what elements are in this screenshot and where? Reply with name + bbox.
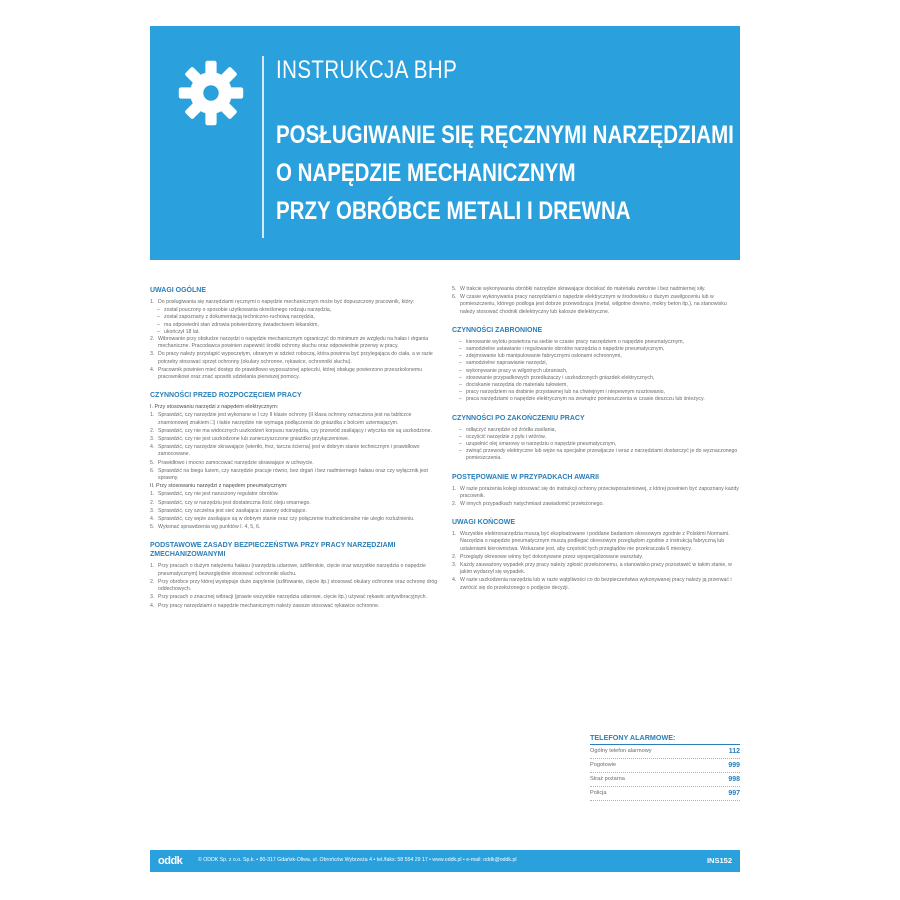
list-item: 3. Sprawdzić, czy szczelna jest sieć zasilająca i zawory odcinające.	[150, 507, 307, 514]
list-item: 3. Sprawdzić, czy nie jest uszkodzone lub zanieczyszczone gniazdko przyłączeniowe.	[150, 436, 350, 443]
list-item: 6. W czasie wykonywania pracy narzędziami o napędzie elektrycznym w środowisku o dużym zawilgoceniu lub w pomieszczeniu, którego podłoga jest dobrze przewodząca (metal, wilgotne drewno, mokry beton itp.), na stanowisku należy stosować chodnik dielektryczny lub kalosze dielektryczne.	[452, 294, 727, 315]
bullet-item: – został pouczony o sposobie użytkowania określonego rodzaju narzędzia,	[150, 307, 438, 314]
bullet-item: – oczyścić narzędzie z pyłu i wiórów,	[452, 434, 740, 441]
bullet-item: – praca narzędziami o napędzie elektrycznym na zewnątrz pomieszczenia w czasie deszczu lub śnieżycy.	[452, 396, 740, 403]
bullet-item: – zdejmowanie lub manipulowanie fabrycznymi osłonami ochronnymi,	[452, 353, 740, 360]
list-item: 1. W razie porażenia kolegi stosować się do instrukcji ochrony przeciwporażeniowej, z której powinien być zapoznany każdy pracownik.	[452, 485, 739, 499]
bullet-item: – uzupełnić olej smarowy w narzędziu o napędzie pneumatycznym,	[452, 441, 740, 448]
left-column	[150, 286, 438, 611]
phone-row	[590, 787, 740, 801]
bullet-item: – odłączyć narzędzie od źródła zasilania,	[452, 427, 740, 434]
bullet-item: – samodzielne naprawianie narzędzi,	[452, 360, 740, 367]
bullet-item: – pracy narzędziem na drabinie przystawnej lub na chwiejnym i niepewnym rusztowaniu,	[452, 389, 740, 396]
list-item: 1. Sprawdzić, czy narzędzie jest wykonane w I czy II klasie ochrony (II klasa ochrony oznaczona jest na tabliczce znamionowej znakiem □) i takie narzędzie nie wymaga podłączenia do gniazdka z bolcem uziemiającym.	[150, 412, 412, 426]
emergency-phones	[590, 733, 740, 801]
bullet-item: – ma odpowiedni stan zdrowia potwierdzony świadectwem lekarskim,	[150, 322, 438, 329]
phone-label: Ogólny telefon alarmowy	[590, 748, 652, 754]
list-item: 2. Przy obróbce przy której występuje duże zapylenie (szlifowanie, cięcie itp.) stosować okulary ochronne oraz ochronę dróg oddechowych.	[150, 578, 438, 593]
phone-number: 999	[728, 762, 740, 769]
list-item: 1. Wszystkie elektronarzędzia muszą być eksploatowane i poddane badaniom okresowym zgodnie z Polskimi Normami. Narzędzia o napędzie pneumatycznym muszą podlegać okresowym przeglądom zgodnie z instrukcją fabryczną lub ustaleniami kierownictwa. Wskazane jest, aby częstość tych przeglądów nie przekraczała 6 miesięcy.	[452, 531, 730, 552]
oddk-logo: oddk	[158, 855, 183, 867]
list-item: 1. Sprawdzić, czy nie jest naruszony regulator obrotów.	[150, 491, 279, 498]
phone-row	[590, 773, 740, 787]
header-title-line: POSŁUGIWANIE SIĘ RĘCZNYMI NARZĘDZIAMI	[276, 121, 734, 149]
phone-label: Pogotowie	[590, 762, 617, 768]
bullet-item: – został zapoznany z dokumentacją techniczno-ruchową narzędzia,	[150, 314, 438, 321]
phones-title: TELEFONY ALARMOWE:	[590, 733, 740, 745]
bullet-item: – kierowanie wylotu powietrza na siebie w czasie pracy narzędziem o napędzie pneumatycznym,	[452, 339, 740, 346]
section-title-general: UWAGI OGÓLNE	[150, 287, 206, 294]
list-item: 3. Przy pracach o znacznej wibracji (prawie wszystkie narzędzia udarowe, cięcie itp.) używać rękawic antywibracyjnych.	[150, 594, 427, 601]
list-item: 5. W trakcie wykonywania obróbki narzędzie skrawające dociskać do materiału zwrotnie i bez nadmiernej siły.	[452, 286, 706, 292]
list-item: 4. Pracownik powinien mieć dostęp do prawidłowo wyposażonej apteczki, której obsługę powierzono przeszkolonemu pracownikowi oraz znać sposób udzielania pierwszej pomocy.	[150, 366, 423, 381]
bullet-item: – zwinąć przewody elektryczne lub węże na specjalne przewijacze i wraz z narzędziami dostarczyć je do wyznaczonego pomieszczenia.	[452, 448, 740, 462]
section-title-forbidden: CZYNNOŚCI ZABRONIONE	[452, 326, 543, 334]
list-item: 6. Sprawdzić na biegu luzem, czy narzędzie pracuje równo, bez drgań i bez nadmiernego hałasu oraz czy wyłącznik jest sprawny.	[150, 467, 428, 482]
subsection-pneumatic: II. Przy stosowaniu narzędzi z napędem pneumatycznym:	[150, 483, 288, 490]
list-item: 2. W innych przypadkach natychmiast zawiadomić przełożonego.	[452, 501, 604, 508]
subsection-electric: I. Przy stosowaniu narzędzi z napędem elektrycznym:	[150, 404, 279, 411]
header-banner	[150, 26, 740, 260]
header-title-line: PRZY OBRÓBCE METALI I DREWNA	[276, 197, 631, 225]
list-item: 1. Do posługiwania się narzędziami ręcznymi o napędzie mechanicznym może być dopuszczony pracownik, który:	[150, 299, 415, 305]
bullet-item: – stosowanie przypadkowych przedłużaczy i uszkodzonych gniazdek elektrycznych,	[452, 375, 740, 382]
list-item: 3. Każdy zauważony wypadek przy pracy należy zgłosić przełożonemu, a stanowisko pracy pozostawić w takim stanie, w jakim wydarzył się wypadek.	[452, 562, 732, 576]
list-item: 5. Wykonać sprawdzenia wg punktów I. 4, 5, 6.	[150, 524, 261, 531]
list-item: 4. Sprawdzić, czy węże zasilające są w dobrym stanie oraz czy połączenie trudnościeralne nie uległo rozluźnieniu.	[150, 516, 415, 523]
document-code: INS152	[706, 856, 732, 865]
header-divider	[262, 56, 264, 238]
section-title-after-work: CZYNNOŚCI PO ZAKOŃCZENIU PRACY	[452, 414, 585, 422]
list-item: 4. W razie uszkodzenia narzędzia lub w razie wątpliwości co do bezpieczeństwa wykonywanej pracy należy ją przerwać i zwrócić się do przełożonego o podjęcie decyzji.	[452, 577, 732, 591]
gear-icon	[176, 58, 246, 128]
list-item: 4. Przy pracy narzędziami o napędzie mechanicznym należy zawsze stosować rękawice ochronne.	[150, 602, 380, 609]
bullet-item: – samodzielne ustawianie i regulowanie obrotów narzędzia o napędzie pneumatycznym,	[452, 346, 740, 353]
footer-address: © ODDK Sp. z o.o. Sp.k. • 80-317 Gdańsk-Oliwa, ul. Obrońców Wybrzeża 4 • tel./faks: 58 554 29 17 • www.oddk.pl • e-mail: oddk@oddk.pl	[198, 857, 517, 863]
phone-number: 998	[728, 776, 740, 783]
phone-number: 997	[728, 790, 740, 797]
list-item: 1. Przy pracach o dużym natężeniu hałasu (narzędzia udarowe, szlifierskie, cięcie oraz wszystkie narzędzia o napędzie pneumatycznym) bezwzględnie stosować ochronniki słuchu.	[150, 563, 426, 577]
bullet-item: – dociskanie narzędzia do materiału tułowiem,	[452, 382, 740, 389]
list-item: 3. Do pracy należy przystąpić wypoczętym, ubranym w odzież roboczą, która powinna być przylegająca do ciała, a w razie potrzeby stosować sprzęt ochronny (okulary ochronne, rękawice, ochronniki słuchu).	[150, 351, 433, 365]
phone-row	[590, 745, 740, 759]
list-item: 2. Przeglądy okresowe winny być dokonywane przez wyspecjalizowane warsztaty.	[452, 553, 643, 560]
bullet-item: – wykonywanie pracy w wilgotnych ubraniach,	[452, 368, 740, 375]
header-title-line: O NAPĘDZIE MECHANICZNYM	[276, 159, 576, 187]
list-item: 5. Prawidłowo i mocno zamocować narzędzie skrawające w uchwycie.	[150, 459, 314, 466]
section-title-emergency: POSTĘPOWANIE W PRZYPADKACH AWARII	[452, 473, 600, 481]
footer-bar	[150, 850, 740, 872]
bullet-item: – ukończył 18 lat.	[150, 329, 438, 336]
section-title-final-notes: UWAGI KOŃCOWE	[452, 519, 515, 527]
instruction-sheet	[150, 26, 740, 878]
phone-label: Policja	[590, 790, 607, 796]
section-title-safety-rules: PODSTAWOWE ZASADY BEZPIECZEŃSTWA PRZY PRACY NARZĘDZIAMI ZMECHANIZOWANYMI	[150, 542, 396, 559]
list-item: 4. Sprawdzić, czy narzędzie skrawające (wiertło, frez, tarcza ścierna) jest w dobrym stanie technicznym i prawidłowo zamocowane.	[150, 444, 420, 458]
list-item: 2. Sprawdzić, czy w narzędziu jest dostateczna ilość oleju smarnego.	[150, 499, 311, 506]
phone-row	[590, 759, 740, 773]
phone-label: Straż pożarna	[590, 776, 625, 782]
header-kicker: INSTRUKCJA BHP	[276, 56, 458, 84]
list-item: 2. Sprawdzić, czy nie ma widocznych uszkodzeń korpusu narzędzia, czy przewód zasilający i wtyczka nie są uszkodzone.	[150, 427, 432, 434]
header-title	[276, 116, 734, 230]
list-item: 2. Wibrowanie przy obsłudze narzędzi o napędzie mechanicznym ograniczyć do minimum ze względu na hałas i drgania mechaniczne. Pracodawca powinien zapewnić środki ochrony słuchu oraz odpowiednie przerwy w pracy.	[150, 336, 429, 350]
phone-number: 112	[728, 748, 740, 755]
right-column	[452, 286, 740, 593]
section-title-before-work: CZYNNOŚCI PRZED ROZPOCZĘCIEM PRACY	[150, 392, 302, 400]
